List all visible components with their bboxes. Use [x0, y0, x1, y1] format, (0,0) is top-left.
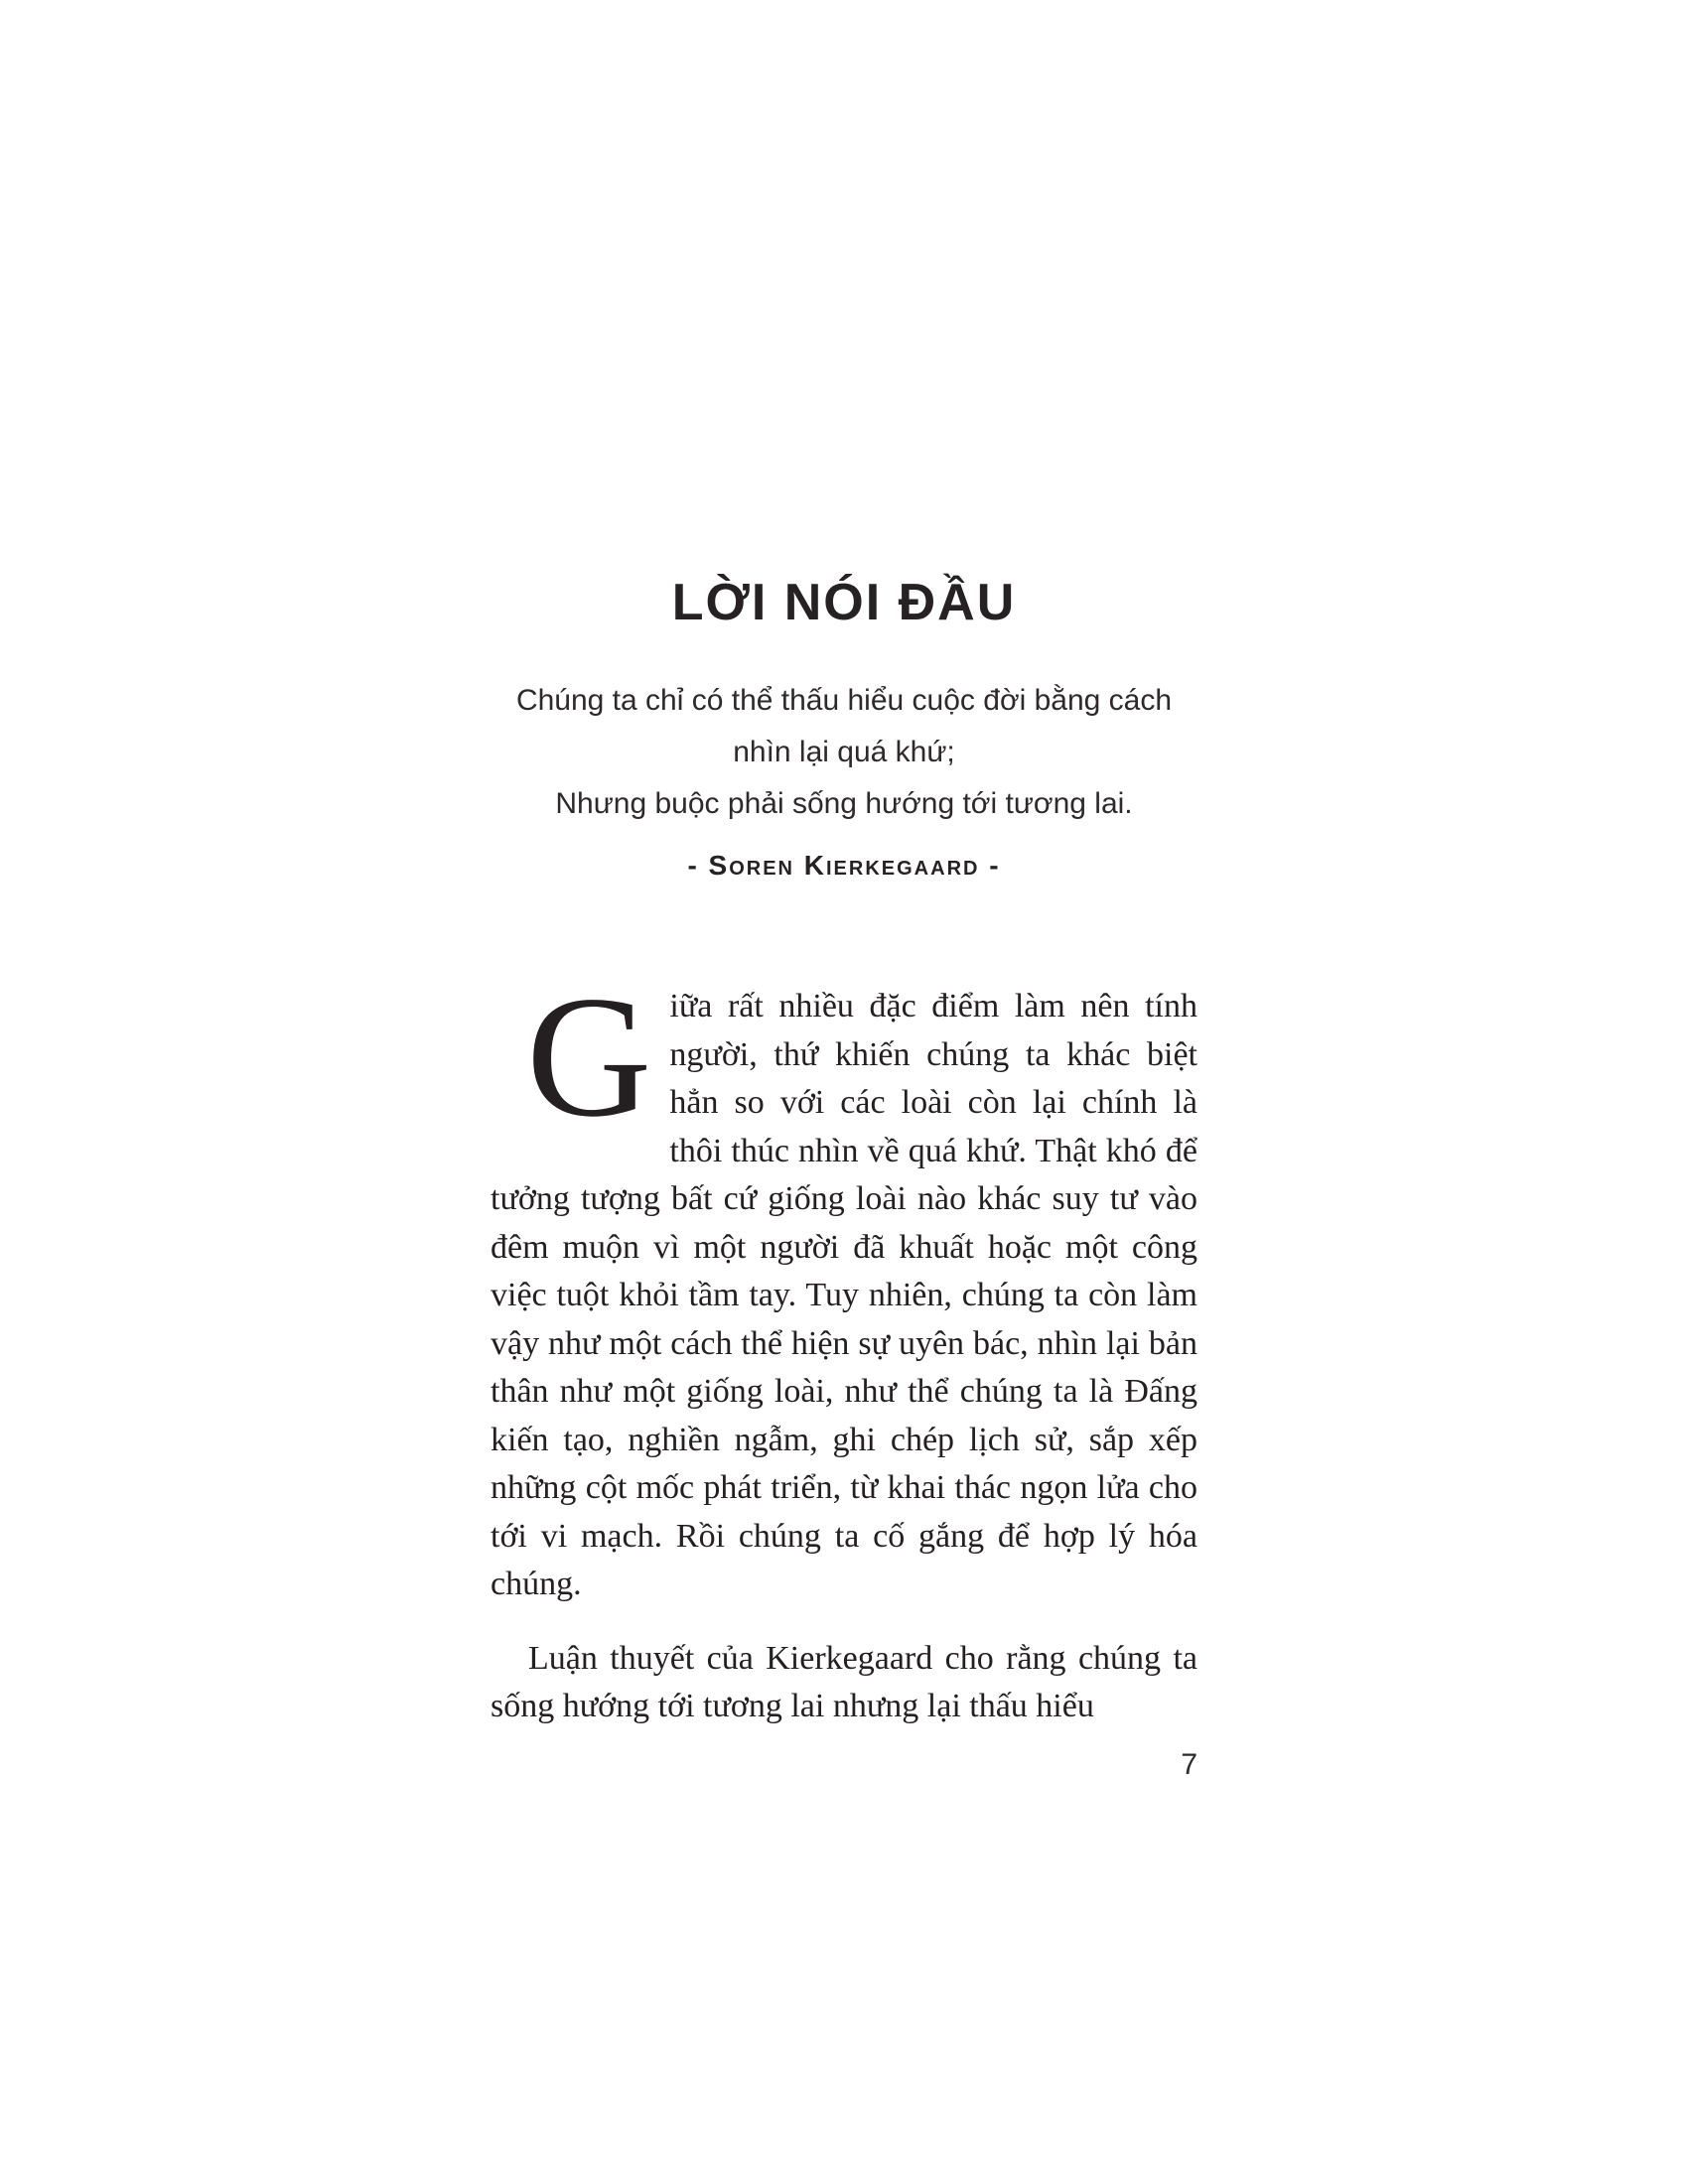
text-column: [491, 0, 1197, 1789]
body-paragraph: [491, 960, 1197, 1609]
epigraph-line: Nhưng buộc phải sống hướng tới tương lai.: [555, 787, 1133, 820]
paragraph-text: iữa rất nhiều đặc điểm làm nên tính người, thứ khiến chúng ta khác biệt hẳn so với các loài còn lại chính là thôi thúc nhìn về quá khứ. Thật khó để tưởng tượng bất cứ giống loài nào khác suy tư vào đêm muộn vì một người đã khuất hoặc một công việc tuột khỏi tầm tay. Tuy nhiên, chúng ta còn làm vậy như một cách thể hiện sự uyên bác, nhìn lại bản thân như một giống loài, như thể chúng ta là Đấng kiến tạo, nghiền ngẫm, ghi chép lịch sử, sắp xếp những cột mốc phát triển, từ khai thác ngọn lửa cho tới vi mạch. Rồi chúng ta cố gắng để hợp lý hóa chúng.: [491, 988, 1197, 1602]
page-number: 7: [1181, 1747, 1197, 1781]
epigraph-attribution: - Soren Kierkegaard -: [687, 850, 1001, 881]
body-text: [491, 960, 1197, 1731]
page-title: LỜI NÓI ĐẦU: [671, 574, 1017, 631]
epigraph: [491, 675, 1197, 830]
epigraph-line: nhìn lại quá khứ;: [733, 736, 955, 768]
body-paragraph: Luận thuyết của Kierkegaard cho rằng chúng ta sống hướng tới tương lai nhưng lại thấu hiểu: [491, 1639, 1197, 1724]
drop-cap: G: [526, 960, 652, 1153]
epigraph-line: Chúng ta chỉ có thể thấu hiểu cuộc đời bằng cách: [515, 684, 1173, 717]
